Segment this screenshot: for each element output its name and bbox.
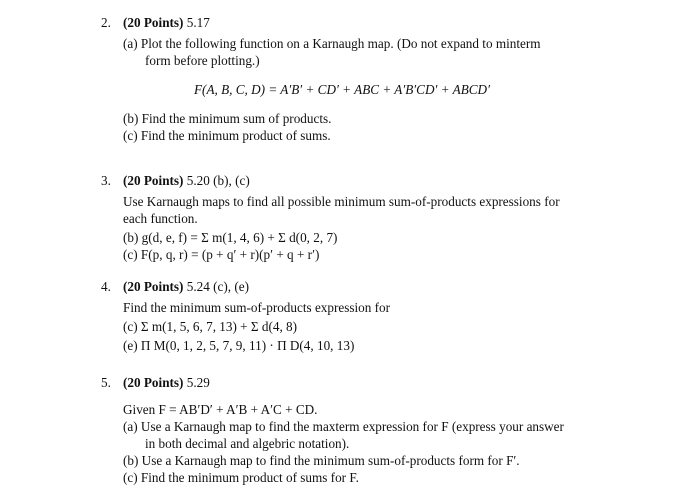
- problem-header: [101, 278, 620, 295]
- points-label: (20 Points): [123, 15, 184, 30]
- problem-number: 4.: [101, 279, 111, 294]
- problem-2: [101, 14, 620, 144]
- part-b: (b) Use a Karnaugh map to find the minimum sum-of-products form for F′.: [123, 453, 520, 468]
- part-e: (e) Π M(0, 1, 2, 5, 7, 9, 11) · Π D(4, 10, 13): [123, 338, 355, 353]
- part-c: (c) Find the minimum product of sums for F.: [123, 470, 359, 485]
- problem-ref: 5.20 (b), (c): [186, 173, 250, 188]
- part-a-line-2: in both decimal and algebric notation).: [145, 436, 350, 451]
- problem-number: 5.: [101, 375, 111, 390]
- part-c: (c) Find the minimum product of sums.: [123, 128, 331, 143]
- problem-text-line-2: each function.: [123, 211, 198, 226]
- problem-ref: 5.17: [186, 15, 210, 30]
- points-label: (20 Points): [123, 279, 184, 294]
- problem-header: [101, 14, 620, 31]
- problem-ref: 5.29: [186, 375, 210, 390]
- part-a-line-1: (a) Use a Karnaugh map to find the maxterm expression for F (express your answer: [123, 419, 564, 434]
- part-a-line-2: form before plotting.): [145, 53, 260, 68]
- part-c: (c) F(p, q, r) = (p + q′ + r)(p′ + q + r′): [123, 247, 320, 262]
- problem-text-line-1: Find the minimum sum-of-products expression for: [123, 300, 391, 315]
- points-label: (20 Points): [123, 173, 184, 188]
- problem-header: [101, 374, 620, 391]
- problem-text-line-1: Given F = AB′D′ + A′B + A′C + CD.: [123, 402, 318, 417]
- problem-5: [101, 374, 620, 486]
- part-a-line-1: (a) Plot the following function on a Karnaugh map. (Do not expand to minterm: [123, 36, 541, 51]
- part-b: (b) Find the minimum sum of products.: [123, 111, 332, 126]
- points-label: (20 Points): [123, 375, 184, 390]
- problem-number: 2.: [101, 15, 111, 30]
- problem-3: [101, 172, 620, 263]
- function-equation: F(A, B, C, D) = A′B′ + CD′ + ABC + A′B′CD′ + ABCD′: [194, 82, 490, 97]
- problem-number: 3.: [101, 173, 111, 188]
- part-b: (b) g(d, e, f) = Σ m(1, 4, 6) + Σ d(0, 2, 7): [123, 230, 338, 245]
- problem-ref: 5.24 (c), (e): [186, 279, 249, 294]
- problem-4: [101, 278, 620, 354]
- part-c: (c) Σ m(1, 5, 6, 7, 13) + Σ d(4, 8): [123, 319, 298, 334]
- problem-text-line-1: Use Karnaugh maps to find all possible minimum sum-of-products expressions for: [123, 194, 560, 209]
- problem-header: [101, 172, 620, 189]
